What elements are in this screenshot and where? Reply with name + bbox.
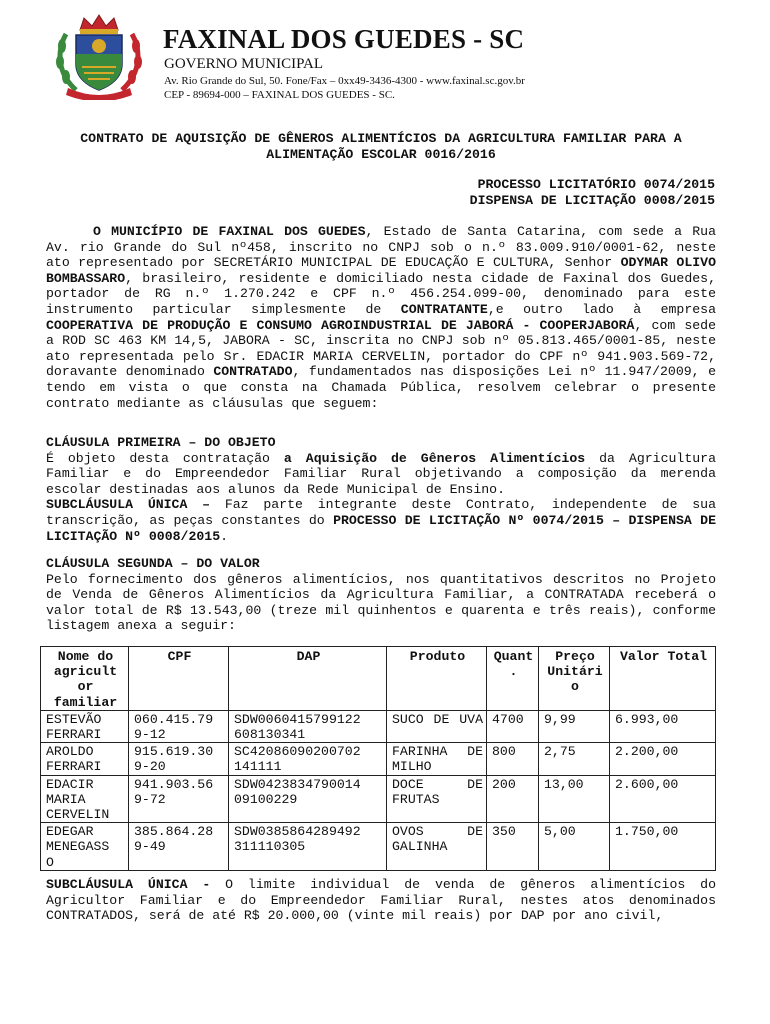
contract-title-line-2: ALIMENTAÇÃO ESCOLAR 0016/2016 xyxy=(266,146,496,162)
cell-total: 1.750,00 xyxy=(610,823,716,871)
cell-produto: DOCE DE FRUTAS xyxy=(387,775,487,823)
contract-title xyxy=(46,131,716,163)
col-header-dap: DAP xyxy=(229,647,387,711)
cell-preco: 13,00 xyxy=(539,775,610,823)
cell-cpf: 060.415.79 9-12 xyxy=(129,710,229,742)
subclause-two-label: SUBCLÁUSULA ÚNICA - xyxy=(46,877,211,892)
cell-total: 2.200,00 xyxy=(610,743,716,775)
address-line-2: CEP - 89694-000 – FAXINAL DOS GUEDES - SC. xyxy=(164,89,395,101)
table-row xyxy=(41,710,716,742)
clause-two xyxy=(46,556,716,634)
intro-text-1: , Estado de Santa Catarina, com sede a Rua Av. rio Grande do Sul nº458, inscrito no CNPJ sob o n.º 83.009.910/0001-62, neste ato representado por SECRETÁRIO MUNICIPAL DE EDUCAÇÃO E CULTURA, Senhor xyxy=(46,224,716,271)
municipio-name: O MUNICÍPIO DE FAXINAL DOS GUEDES xyxy=(93,224,366,239)
clause-two-text: Pelo fornecimento dos gêneros alimentícios, nos quantitativos descritos no Projeto de Venda de Gêneros Alimentícios da Agricultura Familiar, a CONTRATADA receberá o valor total de R$ 13.543,00 (treze mil quinhentos e quarenta e três reais), conforme listagem anexa a seguir: xyxy=(46,571,716,634)
clause-one-text-1: É objeto desta contratação xyxy=(46,450,284,466)
subclause-two-text: O limite individual de venda de gêneros alimentícios do Agricultor Familiar e do Empreendedor Familiar Rural, nestes atos denominados CONTRATADOS, será de até R$ 20.000,00 (vinte mil reais) por DAP por ano civil, xyxy=(46,877,716,924)
clause-two-heading: CLÁUSULA SEGUNDA – DO VALOR xyxy=(46,556,260,571)
cell-dap: SDW0385864289492 311110305 xyxy=(229,823,387,871)
cell-quant: 4700 xyxy=(487,710,539,742)
cell-produto: FARINHA DE MILHO xyxy=(387,743,487,775)
clause-one-object: a Aquisição de Gêneros Alimentícios xyxy=(283,450,586,466)
col-header-preco: Preço Unitári o xyxy=(539,647,610,711)
cell-cpf: 915.619.30 9-20 xyxy=(129,743,229,775)
cell-preco: 2,75 xyxy=(539,743,610,775)
cell-total: 6.993,00 xyxy=(610,710,716,742)
cell-nome: ESTEVÃO FERRARI xyxy=(41,710,129,742)
contratado-label: CONTRATADO xyxy=(213,364,293,380)
col-header-cpf: CPF xyxy=(129,647,229,711)
secretary-name: ODYMAR OLIVO BOMBASSARO xyxy=(46,255,717,286)
cell-quant: 800 xyxy=(487,743,539,775)
dispensa-number: DISPENSA DE LICITAÇÃO 0008/2015 xyxy=(469,192,715,208)
col-header-nome: Nome do agricult or familiar xyxy=(41,647,129,711)
subclause-two xyxy=(46,877,716,924)
cell-dap: SC42086090200702 141111 xyxy=(229,743,387,775)
table-row xyxy=(41,823,716,871)
cell-produto: OVOS DE GALINHA xyxy=(387,823,487,871)
cell-produto: SUCO DE UVA xyxy=(387,710,487,742)
intro-text-5: , fundamentados nas disposições Lei nº 11.947/2009, e tendo em vista o que consta na Chamada Pública, resolvem celebrar o presente contrato mediante as cláusulas que seguem: xyxy=(46,364,716,411)
clause-one-text-2: da Agricultura Familiar e do Empreendedor Familiar Rural objetivando a composição da merenda escolar destinadas aos alunos da Rede Municipal de Ensino. xyxy=(46,450,716,497)
cell-cpf: 941.903.56 9-72 xyxy=(129,775,229,823)
intro-text-2: , brasileiro, residente e domiciliado nesta cidade de Faxinal dos Guedes, portador de RG n.º 1.270.242 e CPF n.º 456.254.099-00, denominado para este instrumento particular simplesmente de xyxy=(46,270,716,317)
cell-dap: SDW0423834790014 09100229 xyxy=(229,775,387,823)
process-references xyxy=(470,177,715,208)
cell-dap: SDW0060415799122 608130341 xyxy=(229,710,387,742)
process-number: PROCESSO LICITATÓRIO 0074/2015 xyxy=(477,177,715,192)
contratante-label: CONTRATANTE xyxy=(400,301,488,317)
header-address xyxy=(164,74,525,102)
col-header-quant: Quant . xyxy=(487,647,539,711)
city-title: FAXINAL DOS GUEDES - SC xyxy=(163,24,525,54)
suppliers-table xyxy=(40,646,716,871)
intro-paragraph xyxy=(46,224,716,411)
cell-nome: AROLDO FERRARI xyxy=(41,743,129,775)
address-line-1: Av. Rio Grande do Sul, 50. Fone/Fax – 0xx49-3436-4300 - www.faxinal.sc.gov.br xyxy=(164,75,525,87)
coat-of-arms-icon xyxy=(52,12,146,100)
government-subtitle: GOVERNO MUNICIPAL xyxy=(164,56,324,72)
subclause-one-end: . xyxy=(220,528,229,544)
table-header-row xyxy=(41,647,716,711)
subclause-one-reference: PROCESSO DE LICITAÇÃO Nº 0074/2015 – DISPENSA DE LICITAÇÃO Nº 0008/2015 xyxy=(46,512,716,544)
cell-preco: 9,99 xyxy=(539,710,610,742)
subclause-one-label: SUBCLÁUSULA ÚNICA – xyxy=(46,497,211,513)
cell-nome: EDACIR MARIA CERVELIN xyxy=(41,775,129,823)
intro-text-3: ,e outro lado à empresa xyxy=(487,301,716,317)
cell-cpf: 385.864.28 9-49 xyxy=(129,823,229,871)
subclause-one-text: Faz parte integrante deste Contrato, independente de sua transcrição, as peças constantes do xyxy=(46,497,716,528)
cell-preco: 5,00 xyxy=(539,823,610,871)
col-header-produto: Produto xyxy=(387,647,487,711)
cell-nome: EDEGAR MENEGASS O xyxy=(41,823,129,871)
table-row xyxy=(41,743,716,775)
contract-title-line-1: CONTRATO DE AQUISIÇÃO DE GÊNEROS ALIMENTÍCIOS DA AGRICULTURA FAMILIAR PARA A xyxy=(80,131,682,146)
table-row xyxy=(41,775,716,823)
intro-text-4: , com sede a ROD SC 463 KM 14,5, JABORA - SC, inscrita no CNPJ sob nº 05.813.465/0001-85, neste ato representada pelo Sr. EDACIR MARIA CERVELIN, portador do CPF nº 941.903.569-72, doravante denominado xyxy=(46,317,716,380)
col-header-total: Valor Total xyxy=(610,647,716,711)
cell-total: 2.600,00 xyxy=(610,775,716,823)
cell-quant: 200 xyxy=(487,775,539,823)
cell-quant: 350 xyxy=(487,823,539,871)
cooperative-name: COOPERATIVA DE PRODUÇÃO E CONSUMO AGROINDUSTRIAL DE JABORÁ - COOPERJABORÁ xyxy=(46,317,635,333)
clause-one xyxy=(46,435,716,544)
clause-one-heading: CLÁUSULA PRIMEIRA – DO OBJETO xyxy=(46,435,276,450)
